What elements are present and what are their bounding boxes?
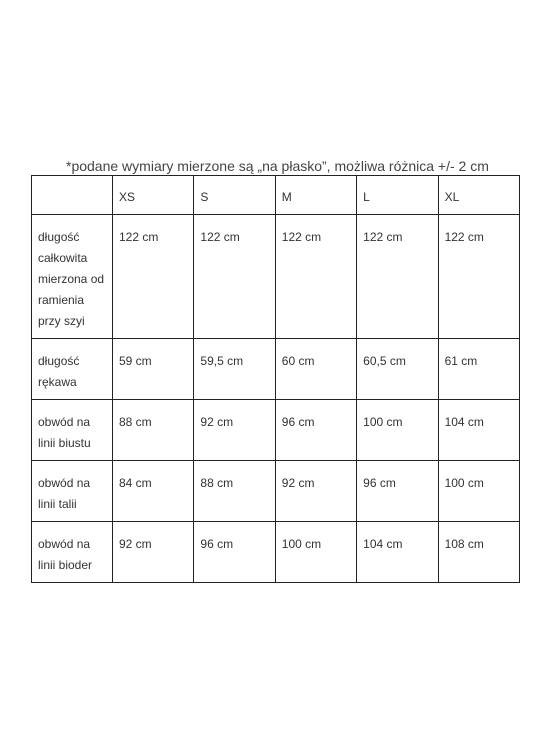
header-size-xs: XS (113, 176, 194, 215)
table-row (32, 400, 520, 461)
table-cell: 61 cm (438, 339, 519, 400)
table-cell: 92 cm (113, 522, 194, 583)
table-cell: 100 cm (357, 400, 438, 461)
header-size-m: M (275, 176, 356, 215)
table-cell: 88 cm (113, 400, 194, 461)
header-size-l: L (357, 176, 438, 215)
table-cell: 59 cm (113, 339, 194, 400)
table-row (32, 461, 520, 522)
size-chart-table (31, 175, 520, 583)
table-cell: 96 cm (275, 400, 356, 461)
table-row (32, 339, 520, 400)
table-row (32, 522, 520, 583)
table-cell: 104 cm (357, 522, 438, 583)
table-cell: 100 cm (275, 522, 356, 583)
table-header-row (32, 176, 520, 215)
table-cell: 92 cm (275, 461, 356, 522)
table-cell: 108 cm (438, 522, 519, 583)
table-cell: 122 cm (275, 215, 356, 339)
table-cell: 96 cm (194, 522, 275, 583)
row-label: długość rękawa (32, 339, 113, 400)
header-size-s: S (194, 176, 275, 215)
table-row (32, 215, 520, 339)
table-cell: 100 cm (438, 461, 519, 522)
table-cell: 96 cm (357, 461, 438, 522)
table-cell: 88 cm (194, 461, 275, 522)
table-cell: 92 cm (194, 400, 275, 461)
table-cell: 122 cm (357, 215, 438, 339)
table-cell: 60,5 cm (357, 339, 438, 400)
table-cell: 84 cm (113, 461, 194, 522)
row-label: obwód na linii bioder (32, 522, 113, 583)
measurement-note: *podane wymiary mierzone są „na płasko”, możliwa różnica +/- 2 cm (66, 158, 489, 174)
row-label: długość całkowita mierzona od ramienia przy szyi (32, 215, 113, 339)
corner-cell (32, 176, 113, 215)
table-cell: 122 cm (194, 215, 275, 339)
table-cell: 122 cm (113, 215, 194, 339)
table-cell: 104 cm (438, 400, 519, 461)
table-cell: 60 cm (275, 339, 356, 400)
table-cell: 122 cm (438, 215, 519, 339)
table-cell: 59,5 cm (194, 339, 275, 400)
header-size-xl: XL (438, 176, 519, 215)
row-label: obwód na linii biustu (32, 400, 113, 461)
row-label: obwód na linii talii (32, 461, 113, 522)
